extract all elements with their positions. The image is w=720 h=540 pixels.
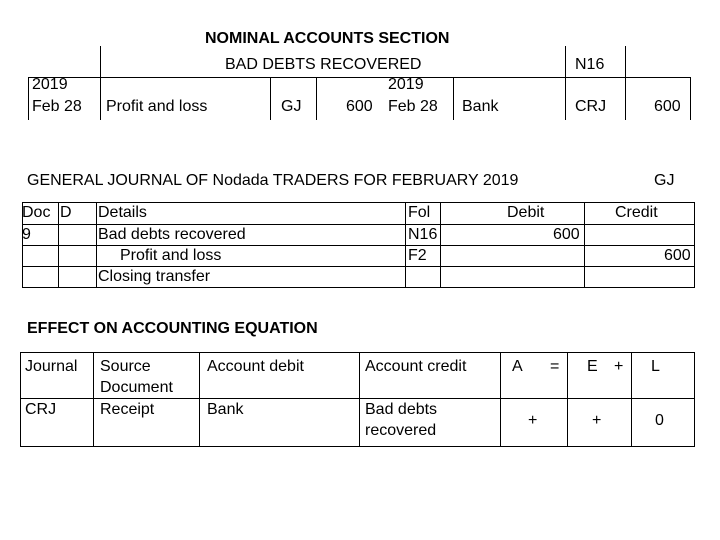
ledger-rule <box>453 77 454 120</box>
debit-date: Feb 28 <box>32 98 82 115</box>
equation-row-account-credit-2: recovered <box>365 422 437 439</box>
journal-header-doc: Doc <box>22 204 51 221</box>
equation-rule <box>199 352 200 447</box>
equation-header-account-debit: Account debit <box>207 358 304 375</box>
equation-rule <box>567 352 568 447</box>
journal-rule <box>584 202 585 288</box>
journal-row-doc: 9 <box>22 226 31 243</box>
account-number: N16 <box>575 56 605 73</box>
equation-title: EFFECT ON ACCOUNTING EQUATION <box>27 320 318 337</box>
ledger-rule <box>690 77 691 120</box>
debit-amount: 600 <box>346 98 373 115</box>
equation-rule <box>500 352 501 447</box>
account-name: BAD DEBTS RECOVERED <box>225 56 422 73</box>
ledger-rule <box>270 77 271 120</box>
equation-row-account-credit: Bad debts <box>365 401 438 418</box>
equation-rule <box>20 398 694 399</box>
ledger-rule <box>316 77 317 120</box>
equation-rule <box>93 352 94 447</box>
journal-rule <box>58 202 59 288</box>
ledger-top-rule <box>28 77 690 78</box>
journal-row-fol: F2 <box>408 247 427 264</box>
ledger-rule <box>625 46 626 120</box>
credit-amount: 600 <box>654 98 681 115</box>
equation-rule <box>20 446 694 447</box>
equation-row-journal: CRJ <box>25 401 57 418</box>
equation-header-journal: Journal <box>25 358 78 375</box>
journal-rule <box>405 202 406 288</box>
equation-row-e: + <box>592 412 602 429</box>
credit-date: Feb 28 <box>388 98 438 115</box>
credit-details: Bank <box>462 98 499 115</box>
journal-rule <box>22 245 694 246</box>
equation-header-l: L <box>651 358 660 375</box>
equation-header-plus: + <box>614 358 624 375</box>
equation-row-account-debit: Bank <box>207 401 244 418</box>
debit-details: Profit and loss <box>106 98 208 115</box>
equation-row-source: Receipt <box>100 401 155 418</box>
equation-header-e: E <box>587 358 598 375</box>
journal-row-debit: 600 <box>553 226 580 243</box>
journal-rule <box>96 202 97 288</box>
equation-header-account-credit: Account credit <box>365 358 467 375</box>
equation-row-l: 0 <box>655 412 664 429</box>
journal-row-fol: N16 <box>408 226 438 243</box>
journal-rule <box>22 266 694 267</box>
journal-header-debit: Debit <box>507 204 545 221</box>
credit-year: 2019 <box>388 76 424 93</box>
equation-rule <box>631 352 632 447</box>
equation-header-source: Source <box>100 358 151 375</box>
journal-header-day: D <box>60 204 72 221</box>
journal-rule <box>440 202 441 288</box>
journal-row-details: Bad debts recovered <box>98 226 246 243</box>
equation-header-a: A <box>512 358 523 375</box>
journal-header-credit: Credit <box>615 204 658 221</box>
equation-rule <box>694 352 695 447</box>
journal-header-details: Details <box>98 204 147 221</box>
journal-rule <box>22 287 694 288</box>
ledger-rule <box>28 77 29 120</box>
debit-year: 2019 <box>32 76 68 93</box>
equation-header-source-2: Document <box>100 379 173 396</box>
ledger-rule <box>565 46 566 120</box>
equation-rule <box>20 352 21 447</box>
journal-code: GJ <box>654 172 675 189</box>
journal-rule <box>22 202 694 203</box>
debit-folio: GJ <box>281 98 302 115</box>
equation-rule <box>359 352 360 447</box>
journal-rule <box>22 224 694 225</box>
journal-rule <box>694 202 695 288</box>
journal-header-fol: Fol <box>408 204 431 221</box>
journal-title: GENERAL JOURNAL OF Nodada TRADERS FOR FEBRUARY 2019 <box>27 172 519 189</box>
journal-row-credit: 600 <box>664 247 691 264</box>
ledger-rule <box>100 46 101 120</box>
equation-header-equals: = <box>550 358 560 375</box>
credit-folio: CRJ <box>575 98 607 115</box>
journal-row-details: Profit and loss <box>120 247 222 264</box>
section-title: NOMINAL ACCOUNTS SECTION <box>205 30 450 47</box>
equation-rule <box>20 352 694 353</box>
journal-row-details: Closing transfer <box>98 268 211 285</box>
equation-row-a: + <box>528 412 538 429</box>
